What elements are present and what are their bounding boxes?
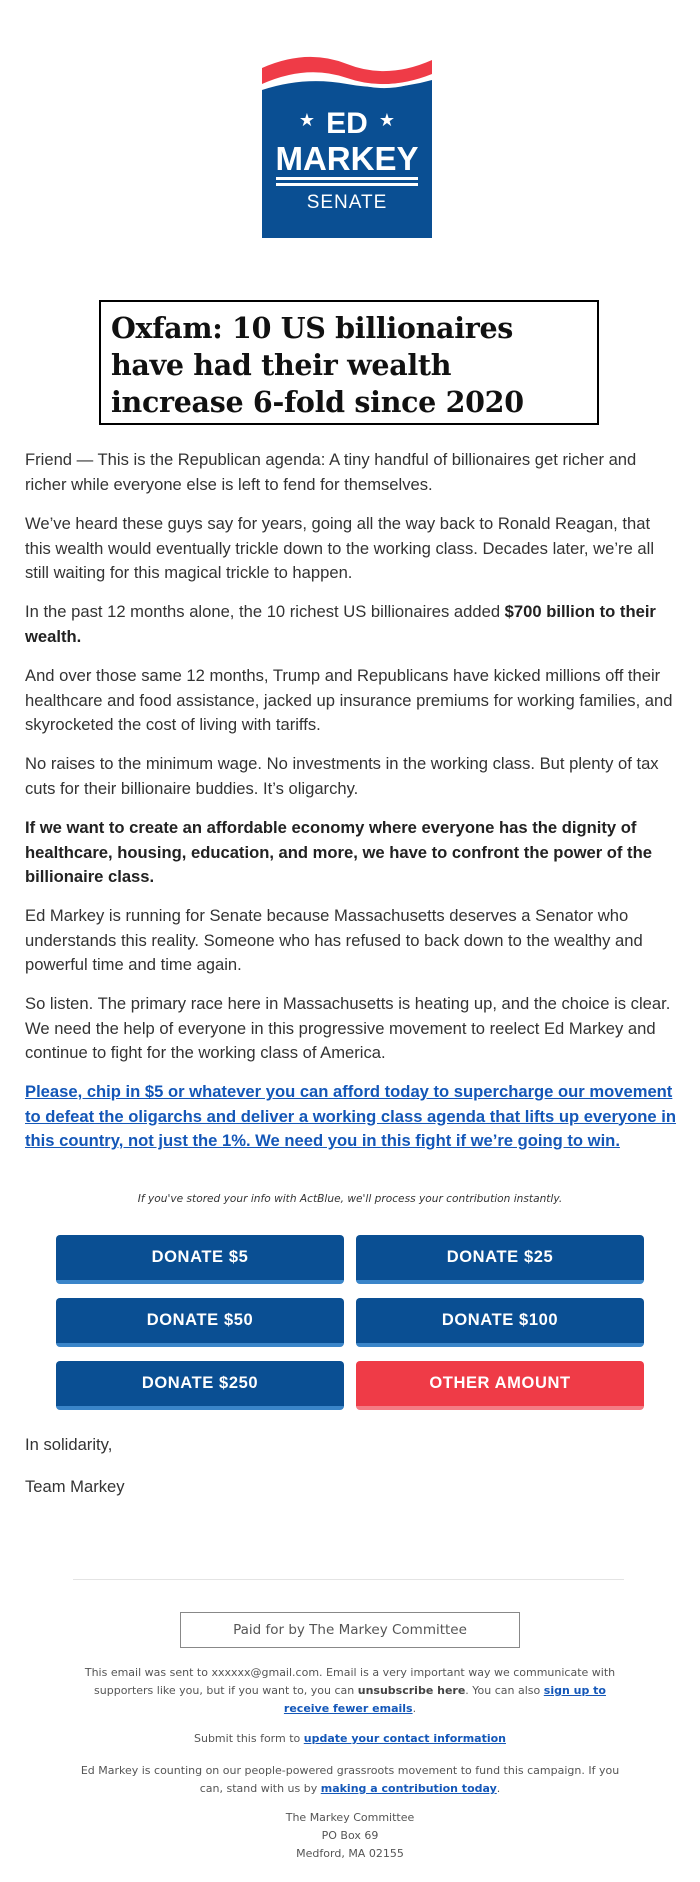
actblue-note: If you've stored your info with ActBlue, we'll process your contribution instantly. <box>137 1193 563 1205</box>
paragraph-2: We’ve heard these guys say for years, going all the way back to Ronald Reagan, that this wealth would eventually trickle down to the working class. Decades later, we’re all still waiting for this magical trickle to happen. <box>25 514 655 582</box>
fewer-emails-link[interactable]: sign up to receive fewer emails <box>283 1684 606 1715</box>
footer-email-info: This email was sent to xxxxxx@gmail.com. Email is a very important way we communicate with supporters like you, but if you want to, you can unsubscribe here. You can also sign up to receive fewer emails. <box>84 1666 616 1715</box>
address-line: Medford, MA 02155 <box>296 1847 404 1860</box>
headline: Oxfam: 10 US billionaires have had their wealth increase 6-fold since 2020 <box>111 311 524 419</box>
recipient-email: xxxxxx@gmail.com <box>211 1666 320 1679</box>
signature-name: Team Markey <box>25 1477 125 1496</box>
donate-cta-link[interactable]: Please, chip in $5 or whatever you can afford today to supercharge our movement to defeat the oligarchs and deliver a working class agenda that lifts up everyone in this country, not just the 1%. We need you in this fight if we’re going to win. <box>25 1082 677 1150</box>
paragraph-6-bold: If we want to create an affordable economy where everyone has the dignity of healthcare, housing, education, and more, we have to confront the power of the billionaire class. <box>25 818 652 886</box>
other-amount-button[interactable]: OTHER AMOUNT <box>356 1361 644 1410</box>
svg-text:★: ★ <box>378 110 396 130</box>
headline-box <box>99 300 599 425</box>
ed-markey-senate-logo <box>262 56 432 238</box>
paragraph-8: So listen. The primary race here in Massachusetts is heating up, and the choice is clear. We need the help of everyone in this progressive movement to reelect Ed Markey and continue to fight for the working class of America. <box>25 994 671 1062</box>
donate-250-button[interactable]: DONATE $250 <box>56 1361 344 1410</box>
paragraph-7: Ed Markey is running for Senate because Massachusetts deserves a Senator who understands this reality. Someone who has refused to back down to the wealthy and powerful time and time again. <box>25 906 643 974</box>
cta-block <box>25 1080 677 1154</box>
footer-update-info: Submit this form to update your contact information <box>193 1732 506 1745</box>
donate-100-button[interactable]: DONATE $100 <box>356 1298 644 1347</box>
paragraph-5: No raises to the minimum wage. No investments in the working class. But plenty of tax cuts for their billionaire buddies. It’s oligarchy. <box>25 754 659 798</box>
donate-50-button[interactable]: DONATE $50 <box>56 1298 344 1347</box>
make-contribution-link[interactable]: making a contribution today <box>320 1782 497 1795</box>
closing: In solidarity, <box>25 1435 113 1454</box>
paragraph-4: And over those same 12 months, Trump and Republicans have kicked millions off their healthcare and food assistance, jacked up insurance premiums for working families, and skyrocketed the cost of living with tariffs. <box>25 666 673 734</box>
paragraph-1: Friend — This is the Republican agenda: A tiny handful of billionaires get richer and richer while everyone else is left to fend for themselves. <box>25 450 637 494</box>
svg-text:★: ★ <box>298 110 316 130</box>
address-line: The Markey Committee <box>285 1811 415 1824</box>
donate-25-button[interactable]: DONATE $25 <box>356 1235 644 1284</box>
logo-text-ed: ED <box>326 107 368 140</box>
unsubscribe-link[interactable]: unsubscribe here <box>357 1684 466 1697</box>
footer-counting: Ed Markey is counting on our people-powered grassroots movement to fund this campaign. If you can, stand with us by making a contribution today. <box>80 1764 620 1795</box>
footer-divider <box>73 1579 624 1580</box>
footer-address <box>70 1809 630 1863</box>
logo-text-markey: MARKEY <box>275 140 419 177</box>
paid-for-disclaimer: Paid for by The Markey Committee <box>180 1612 520 1648</box>
paragraph-3: In the past 12 months alone, the 10 richest US billionaires added $700 billion to their wealth. <box>25 602 656 646</box>
logo-text-senate: SENATE <box>306 192 388 213</box>
update-contact-link[interactable]: update your contact information <box>303 1732 506 1745</box>
donate-5-button[interactable]: DONATE $5 <box>56 1235 344 1284</box>
address-line: PO Box 69 <box>321 1829 379 1842</box>
